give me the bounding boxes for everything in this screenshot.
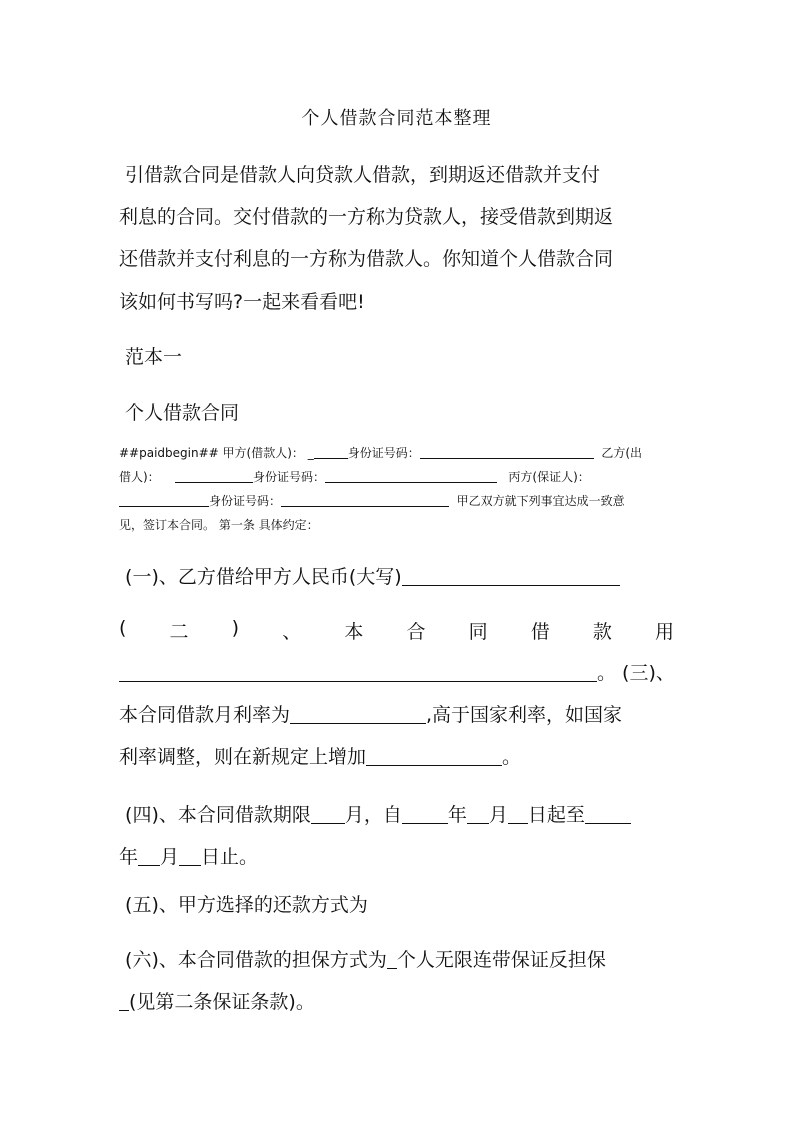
clause-2-char-1: ( — [119, 617, 127, 639]
clause-2-char-2: 二 — [169, 621, 189, 643]
clause-2-char-8: 借 — [530, 621, 550, 643]
borrower-name-blank — [314, 446, 348, 459]
intro-line-1: 引借款合同是借款人向贷款人借款，到期返还借款并支付 — [125, 164, 601, 186]
contract-heading: 个人借款合同 — [125, 402, 240, 424]
lender-name-blank — [175, 470, 253, 483]
party-line-1: ##paidbegin## 甲方(借款人)： _ 身份证号码： 乙方(出 — [119, 446, 643, 460]
start-day-blank — [508, 804, 528, 824]
clause-2-line-2: 。 (三)、 — [119, 658, 687, 685]
clause-1: (一)、乙方借给甲方人民币(大写) — [119, 562, 674, 589]
purpose-blank — [119, 662, 597, 682]
clause-6-line-2: (见第二条保证条款)。 — [119, 987, 674, 1014]
guarantee-blank-end — [119, 991, 129, 1011]
clause-2-char-5: 本 — [344, 621, 364, 643]
end-year-blank — [585, 804, 631, 824]
clause-2-char-7: 同 — [468, 621, 488, 643]
interest-rate-blank — [290, 704, 426, 724]
intro-line-4: 该如何书写吗?一起来看看吧! — [119, 291, 365, 313]
rate-increase-blank — [366, 746, 502, 766]
start-month-blank — [467, 804, 489, 824]
start-year-blank — [402, 804, 448, 824]
party-line-3: 身份证号码： 甲乙双方就下列事宜达成一致意 — [119, 492, 674, 509]
guarantor-id-blank — [281, 494, 449, 507]
amount-blank — [402, 566, 620, 586]
borrower-id-blank — [420, 446, 594, 459]
term-months-blank — [311, 804, 345, 824]
guarantor-name-blank — [119, 494, 209, 507]
clause-6-line-1: (六)、本合同借款的担保方式为 个人无限连带保证反担保 — [125, 949, 606, 971]
intro-line-3: 还借款并支付利息的一方称为借款人。你知道个人借款合同 — [119, 248, 614, 270]
clause-2-char-10: 用 — [654, 621, 674, 643]
party-line-4: 见，签订本合同。 第一条 具体约定： — [119, 518, 319, 532]
clause-2-char-3: ) — [231, 617, 240, 639]
clause-4-line-2: 年 月 日止。 — [119, 846, 259, 868]
page-title: 个人借款合同范本整理 — [301, 108, 492, 129]
clause-2-char-4: 、 — [282, 621, 302, 643]
clause-2-char-6: 合 — [406, 621, 426, 643]
guarantee-blank-start — [387, 949, 397, 969]
end-month-blank — [138, 846, 160, 866]
end-day-blank — [179, 846, 201, 866]
clause-4-line-1: (四)、本合同借款期限 月，自 年 月 日起至 — [119, 800, 674, 827]
clause-2-spread — [119, 617, 674, 644]
sample-heading: 范本一 — [125, 346, 183, 368]
lender-id-blank — [325, 470, 497, 483]
clause-3-line-1: 本合同借款月利率为 ,高于国家利率，如国家 — [119, 704, 623, 726]
party-line-2: 借人)： 身份证号码： 丙方(保证人)： — [119, 470, 590, 484]
clause-5: (五)、甲方选择的还款方式为 — [125, 894, 368, 916]
intro-line-2: 利息的合同。交付借款的一方称为贷款人，接受借款到期返 — [119, 206, 614, 228]
clause-3-line-2: 利率调整，则在新规定上增加 。 — [119, 746, 522, 768]
clause-2-char-9: 款 — [592, 621, 612, 643]
